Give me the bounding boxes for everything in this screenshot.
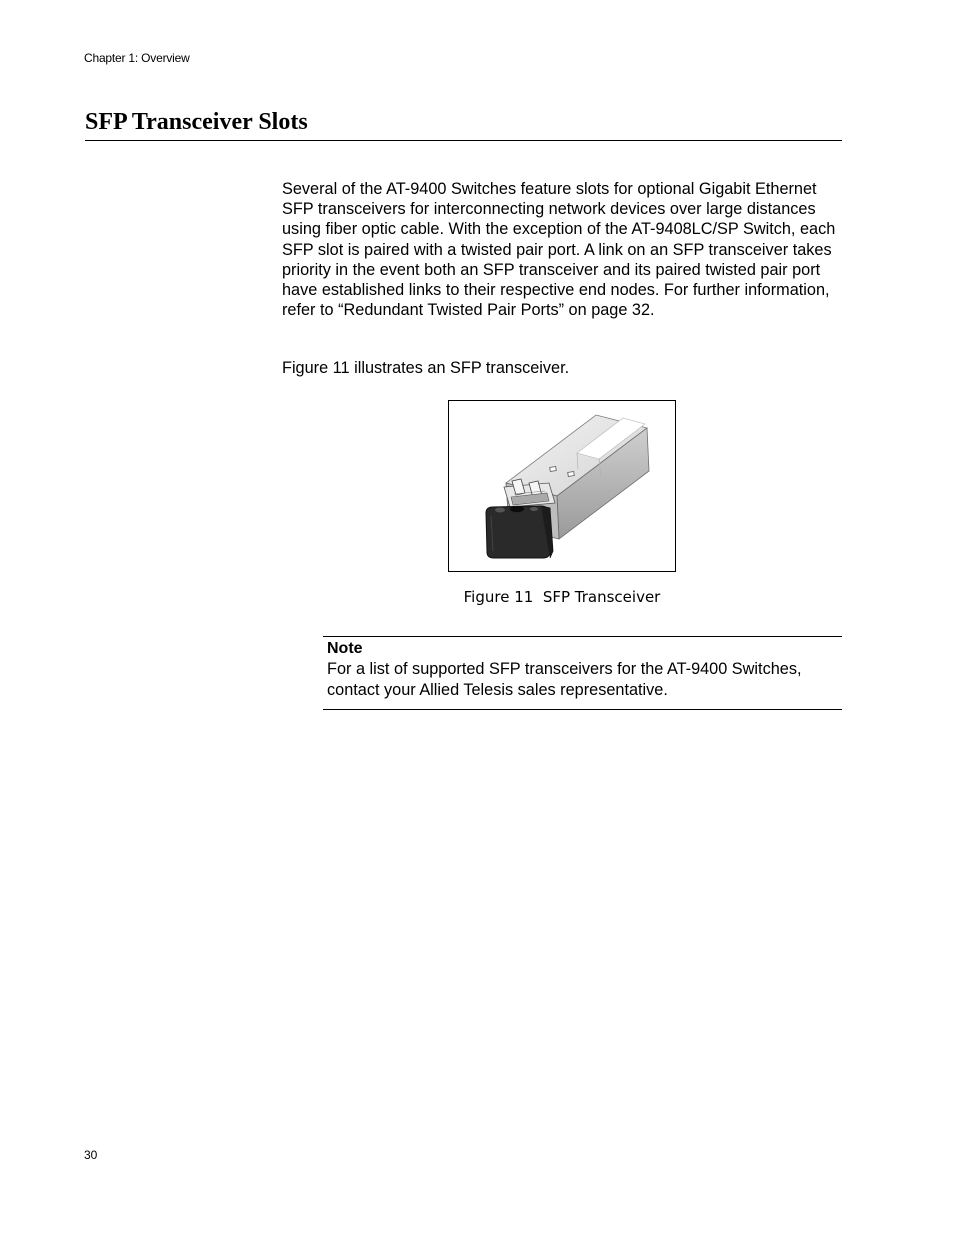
sfp-transceiver-illustration xyxy=(449,401,675,571)
section-title: SFP Transceiver Slots xyxy=(85,109,308,135)
figure-caption: Figure 11 SFP Transceiver xyxy=(463,588,661,606)
note-label: Note xyxy=(327,640,363,657)
title-rule xyxy=(85,140,842,141)
note-bottom-rule xyxy=(323,709,842,710)
running-header: Chapter 1: Overview xyxy=(84,51,190,65)
note-top-rule xyxy=(323,636,842,637)
page-number: 30 xyxy=(84,1148,98,1162)
body-paragraph-2: Figure 11 illustrates an SFP transceiver. xyxy=(282,359,570,377)
figure-frame xyxy=(448,400,676,572)
note-text: For a list of supported SFP transceivers for the AT-9400 Switches, contact your Allied Telesis sales representative. xyxy=(327,660,802,699)
body-paragraph-1: Several of the AT-9400 Switches feature slots for optional Gigabit Ethernet SFP transceivers for interconnecting network devices over large distances using fiber optic cable. With the exception of the AT-9408LC/SP Switch, each SFP slot is paired with a twisted pair port. A link on an SFP transceiver takes priority in the event both an SFP transceiver and its paired twisted pair port have established links to their respective end nodes. For further information, refer to “Redundant Twisted Pair Ports” on page 32. xyxy=(282,180,836,320)
